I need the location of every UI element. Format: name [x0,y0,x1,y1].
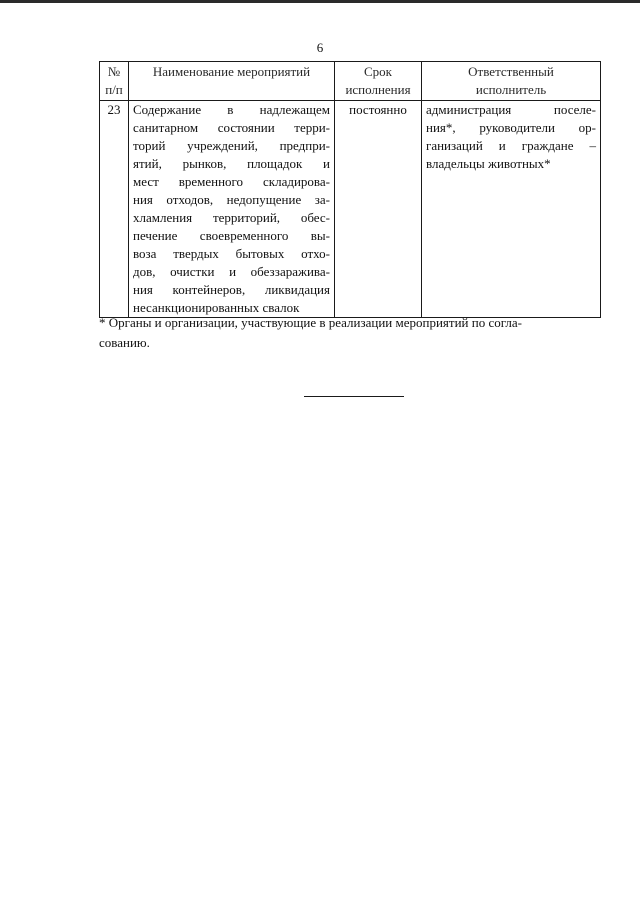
activity-line: мест временного складирова- [133,174,330,189]
activity-line: несанкционированных свалок [133,300,300,315]
header-responsible-line2: исполнитель [475,82,547,97]
top-border-line [0,0,640,3]
activity-line: санитарном состоянии терри- [133,120,330,135]
page-number: 6 [316,40,324,55]
footnote-line1: * Органы и организации, участвующие в реализации мероприятий по согла- [99,315,522,330]
header-number-line2: п/п [105,82,123,97]
responsible-line: ганизаций и граждане – [426,138,596,153]
activity-line: хламления территорий, обес- [133,210,330,225]
header-deadline-line1: Срок [364,64,392,79]
activity-line: ния отходов, недопущение за- [133,192,330,207]
row-deadline: постоянно [335,101,422,318]
table-header-row [100,62,601,101]
activity-line: ния контейнеров, ликвидация [133,282,330,297]
activity-line: Содержание в надлежащем [133,102,330,117]
header-deadline [335,62,422,101]
responsible-line: администрация поселе- [426,102,596,117]
activity-line: дов, очистки и обеззаражива- [133,264,330,279]
footnote-line2: сованию. [99,335,150,350]
activities-table [99,61,601,318]
table-row [100,101,601,318]
header-activity-name-text: Наименование мероприятий [152,64,311,79]
activity-line: ятий, рынков, площадок и [133,156,330,171]
activity-line: печение своевременного вы- [133,228,330,243]
row-activity-name [129,101,335,318]
header-activity-name [129,62,335,101]
header-number-line1: № [107,64,121,79]
header-number [100,62,129,101]
header-responsible-line1: Ответственный [468,64,554,79]
row-number: 23 [100,101,129,318]
row-responsible [422,101,601,318]
responsible-line: владельцы животных* [426,156,551,171]
responsible-line: ния*, руководители ор- [426,120,596,135]
header-deadline-line2: исполнения [345,82,411,97]
footnote [99,313,600,353]
end-divider-line [304,396,404,397]
activity-line: воза твердых бытовых отхо- [133,246,330,261]
activity-line: торий учреждений, предпри- [133,138,330,153]
header-responsible [422,62,601,101]
